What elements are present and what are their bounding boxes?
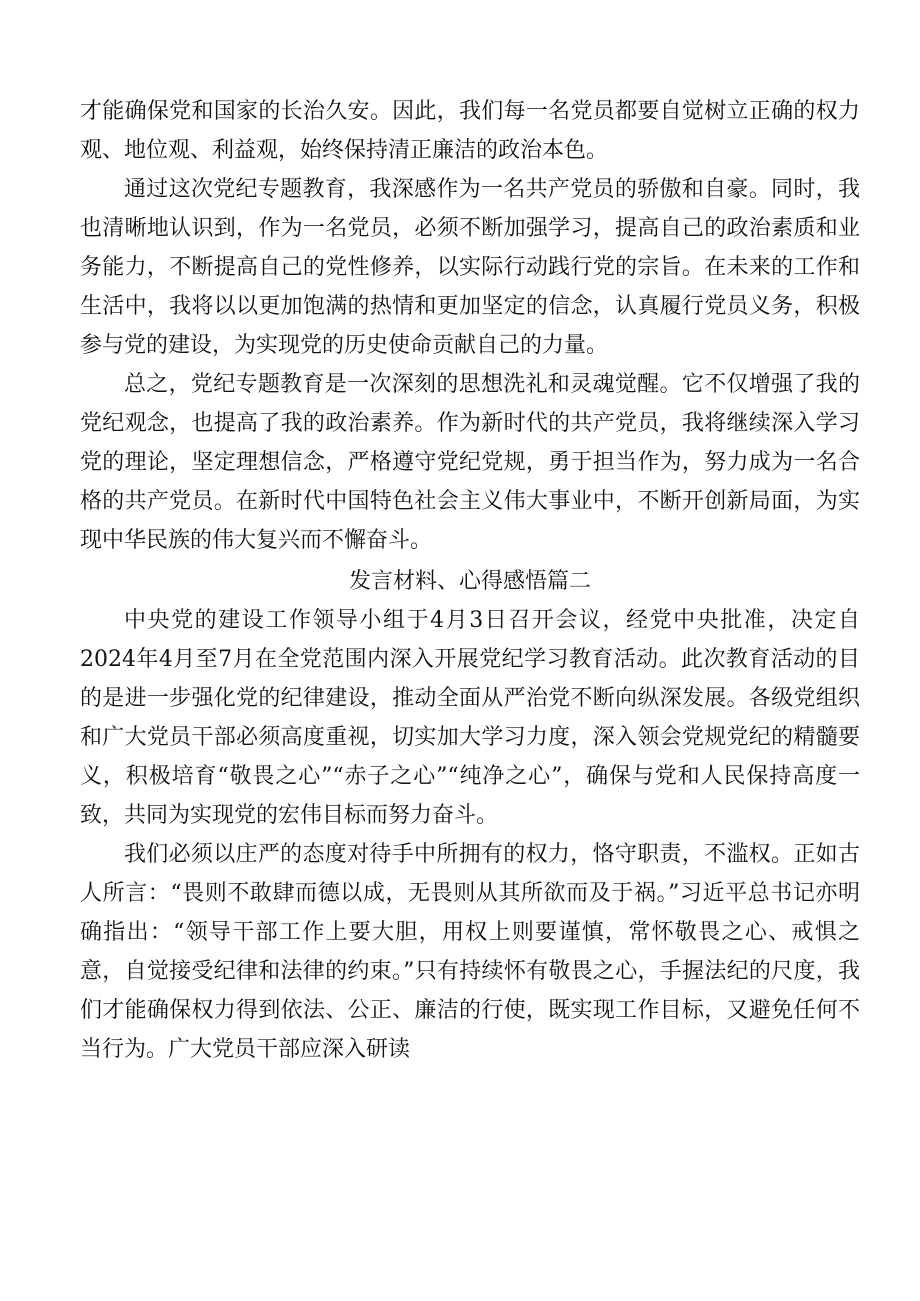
paragraph-continuation: 才能确保党和国家的长治久安。因此，我们每一名党员都要自觉树立正确的权力观、地位观、利益观，始终保持清正廉洁的政治本色。 — [80, 99, 860, 163]
document-page — [80, 92, 860, 1069]
paragraph-conclusion: 总之，党纪专题教育是一次深刻的思想洗礼和灵魂觉醒。它不仅增强了我的党纪观念，也提高了我的政治素养。作为新时代的共产党员，我将继续深入学习党的理论，坚定理想信念，严格遵守党纪党规，勇于担当作为，努力成为一名合格的共产党员。在新时代中国特色社会主义伟大事业中，不断开创新局面，为实现中华民族的伟大复兴而不懈奋斗。 — [80, 372, 860, 553]
paragraph-power: 我们必须以庄严的态度对待手中所拥有的权力，恪守职责，不滥权。正如古人所言：“畏则不敢肆而德以成，无畏则从其所欲而及于祸。”习近平总书记亦明确指出：“领导干部工作上要大胆，用权上则要谨慎，常怀敬畏之心、戒惧之意，自觉接受纪律和法律的约束。”只有持续怀有敬畏之心，手握法纪的尺度，我们才能确保权力得到依法、公正、廉洁的行使，既实现工作目标，又避免任何不当行为。广大党员干部应深入研读 — [80, 842, 860, 1062]
paragraph-education-reflection: 通过这次党纪专题教育，我深感作为一名共产党员的骄傲和自豪。同时，我也清晰地认识到，作为一名党员，必须不断加强学习，提高自己的政治素质和业务能力，不断提高自己的党性修养，以实际行动践行党的宗旨。在未来的工作和生活中，我将以以更加饱满的热情和更加坚定的信念，认真履行党员义务，积极参与党的建设，为实现党的历史使命贡献自己的力量。 — [80, 177, 860, 358]
paragraph-meeting: 中央党的建设工作领导小组于4月3日召开会议，经党中央批准，决定自2024年4月至7月在全党范围内深入开展党纪学习教育活动。此次教育活动的目的是进一步强化党的纪律建设，推动全面从严治党不断向纵深发展。各级党组织和广大党员干部必须高度重视，切实加大学习力度，深入领会党规党纪的精髓要义，积极培育“敬畏之心”“赤子之心”“纯净之心”，确保与党和人民保持高度一致，共同为实现党的宏伟目标而努力奋斗。 — [80, 608, 860, 828]
section-heading: 发言材料、心得感悟篇二 — [348, 569, 591, 594]
